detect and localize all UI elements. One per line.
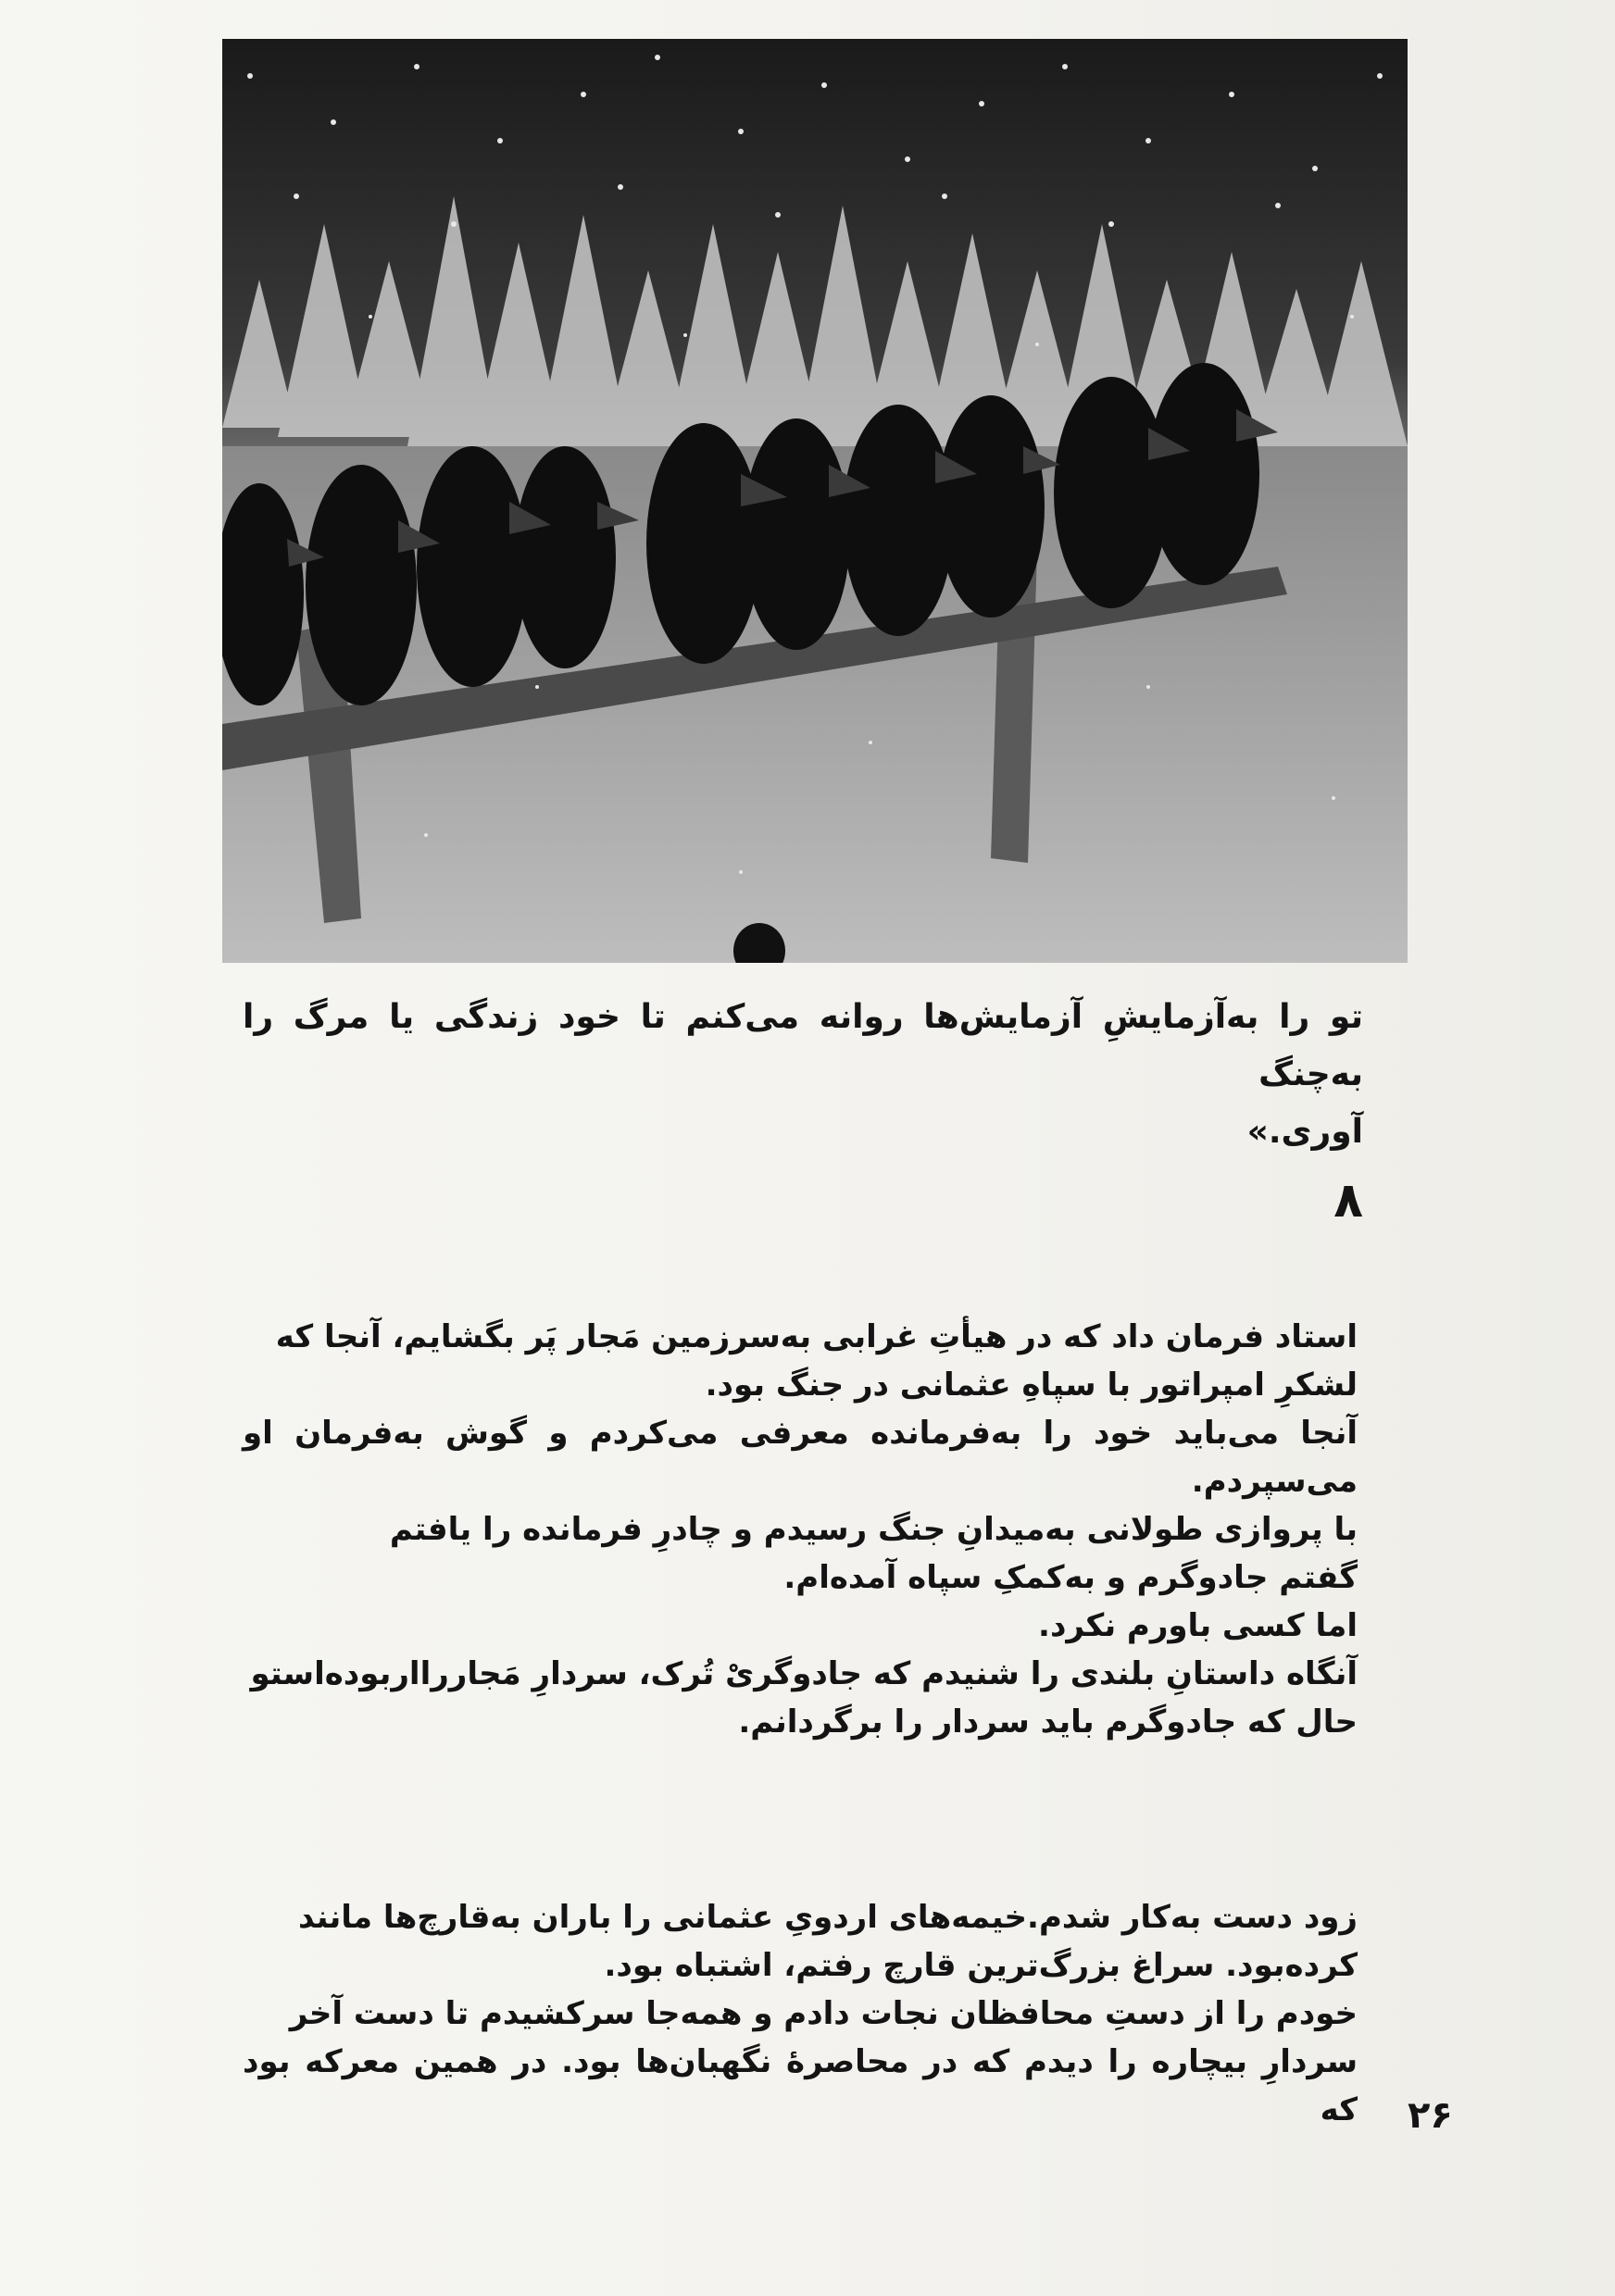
body-line: کرده‌بود. سراغ بزرگ‌ترین قارچ رفتم، اشتباه بود.: [604, 1947, 1358, 1984]
body-line: لشکرِ امپراتور با سپاهِ عثمانی در جنگ بود.: [705, 1366, 1358, 1404]
illustration-caption: [243, 989, 1363, 1161]
crows-on-fence-icon: [222, 39, 1408, 963]
chapter-number: ۸: [1333, 1173, 1363, 1229]
body-line: زود دست به‌کار شدم.خیمه‌های اردویِ عثمانی را باران به‌قارچ‌ها مانند: [297, 1899, 1358, 1936]
body-paragraph-1: [243, 1313, 1358, 1746]
body-line: خودم را از دستِ محافظان نجات دادم و همه‌جا سرکشیدم تا دست آخر: [289, 1995, 1358, 2032]
body-line: حال که جادوگرم باید سردار را برگردانم.: [738, 1703, 1358, 1741]
caption-line-2: آوری.»: [1246, 1113, 1363, 1151]
body-line: آنجا می‌باید خود را به‌فرمانده معرفی می‌کردم و گوش به‌فرمان او می‌سپردم.: [243, 1415, 1358, 1500]
body-line: آنگاه داستانِ بلندی را شنیدم که جادوگریْ تُرک، سردارِ مَجاررااربوده‌استو: [250, 1655, 1358, 1692]
body-line: اما کسی باورم نکرد.: [1038, 1607, 1358, 1644]
caption-line-1: تو را به‌آزمایشِ آزمایش‌ها روانه می‌کنم تا خود زندگی یا مرگ را به‌چنگ: [243, 998, 1363, 1093]
body-paragraph-2: [243, 1893, 1358, 2134]
body-line: استاد فرمان داد که در هیأتِ غرابی به‌سرزمین مَجار پَر بگشایم، آنجا که: [275, 1318, 1358, 1355]
body-line: سردارِ بیچاره را دیدم که در محاصرهٔ نگهبان‌ها بود. در همین معرکه بود که: [243, 2043, 1358, 2128]
crows-illustration: [222, 39, 1408, 963]
body-line: گفتم جادوگرم و به‌کمکِ سپاه آمده‌ام.: [783, 1559, 1358, 1596]
page-number: ۲۶: [1408, 2094, 1453, 2137]
body-line: با پروازی طولانی به‌میدانِ جنگ رسیدم و چادرِ فرمانده را یافتم: [389, 1511, 1358, 1548]
